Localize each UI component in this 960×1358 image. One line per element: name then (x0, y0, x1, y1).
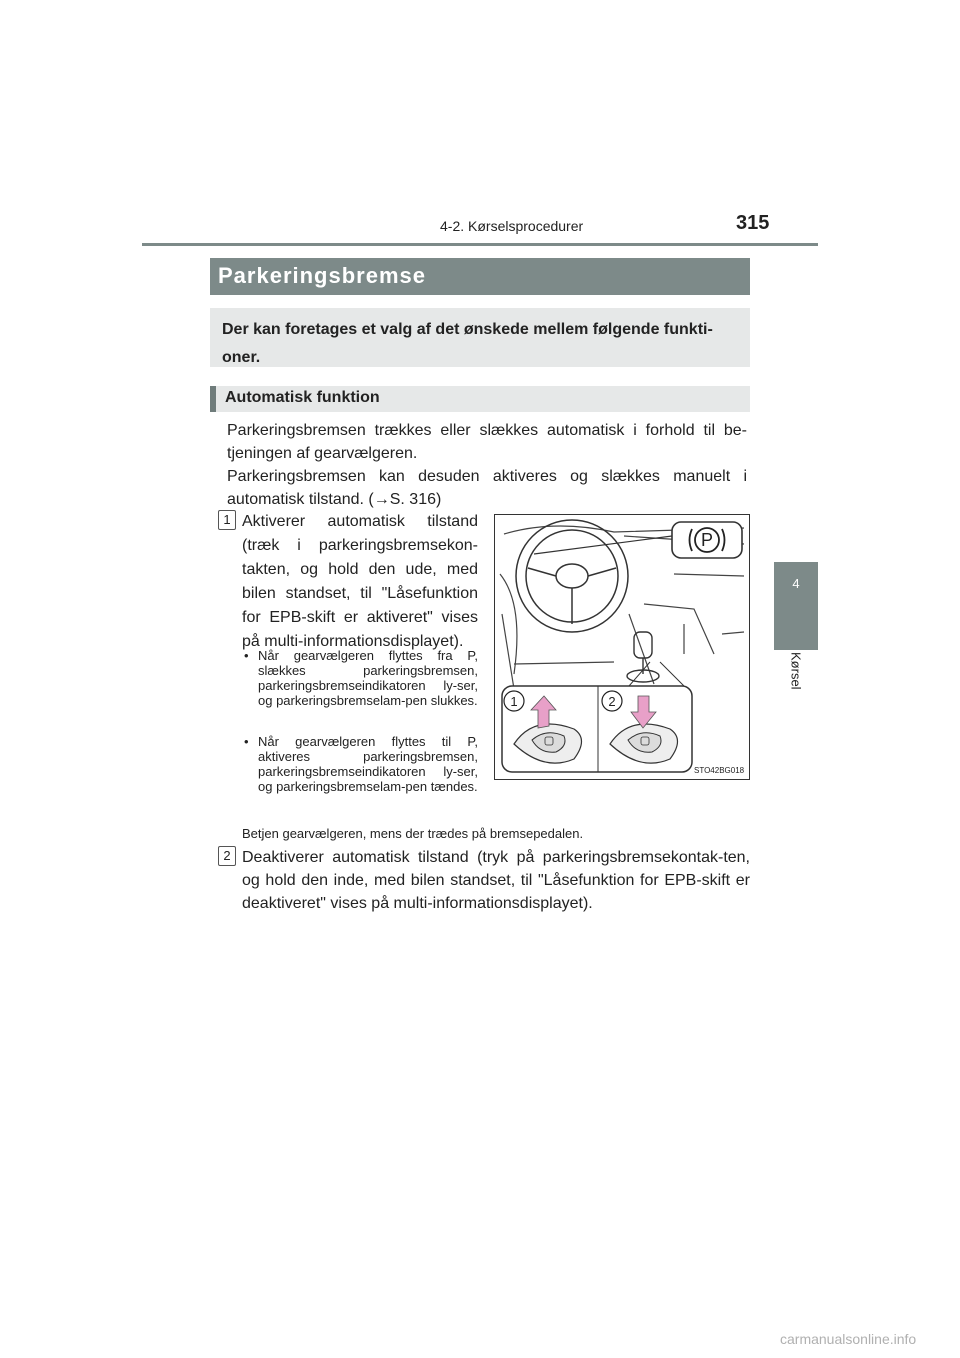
chapter-tab-label: Kørsel (788, 652, 804, 690)
watermark: carmanualsonline.info (780, 1331, 917, 1347)
bullet-text: Når gearvælgeren flyttes til P, aktiveres parkeringsbremsen, parkeringsbremseindikatoren ly-ser, og parkeringsbremselam-pen tændes. (258, 734, 478, 794)
callout-1 (504, 691, 524, 711)
step-number-badge: 1 (218, 510, 236, 530)
bullet-dot-icon: • (244, 648, 249, 663)
callout-2 (602, 691, 622, 711)
bullet-text: Når gearvælgeren flyttes fra P, slækkes parkeringsbremsen, parkeringsbremseindikatoren ly-ser, og parkeringsbremselam-pen slukkes. (258, 648, 478, 708)
page-title: Parkeringsbremse (210, 258, 750, 295)
parking-symbol-letter: P (700, 530, 714, 550)
subsection-heading: Automatisk funktion (210, 386, 750, 412)
bullet-dot-icon: • (244, 734, 249, 749)
step-number-badge: 2 (218, 846, 236, 866)
paragraph-automatic-2: Parkeringsbremsen kan desuden aktiveres og slækkes manuelt i automatisk tilstand. (→S. 316) (227, 468, 747, 508)
step-2-text: Deaktiverer automatisk tilstand (tryk på parkeringsbremsekontak-ten, og hold den inde, med bilen standset, til "Låsefunktion for EPB-skift er deaktiveret" vises på multi-informationsdisplayet). (242, 849, 750, 912)
svg-text:2: 2 (608, 694, 616, 709)
bullet-item (244, 648, 478, 708)
bullet-item (244, 734, 478, 794)
running-header-section: 4-2. Kørselsprocedurer (440, 218, 584, 234)
parking-brake-illustration (494, 514, 750, 780)
svg-text:1: 1 (510, 694, 518, 709)
paragraph-automatic-1: Parkeringsbremsen trækkes eller slækkes automatisk i forhold til be-tjeningen af gearvælgeren. (227, 422, 747, 462)
figure-code: STO42BG018 (694, 766, 745, 775)
step-1-text: Aktiverer automatisk tilstand (træk i parkeringsbremsekon-takten, og hold den ude, med bilen standset, til "Låsefunktion for EPB-skift er aktiveret" vises på multi-informationsdisplayet). (242, 513, 478, 650)
page-number: 315 (736, 212, 770, 234)
intro-box: Der kan foretages et valg af det ønskede mellem følgende funkti-oner. (210, 308, 750, 367)
note-text: Betjen gearvælgeren, mens der trædes på bremsepedalen. (242, 826, 584, 841)
header-rule (142, 243, 818, 246)
chapter-tab-number: 4 (792, 576, 800, 591)
